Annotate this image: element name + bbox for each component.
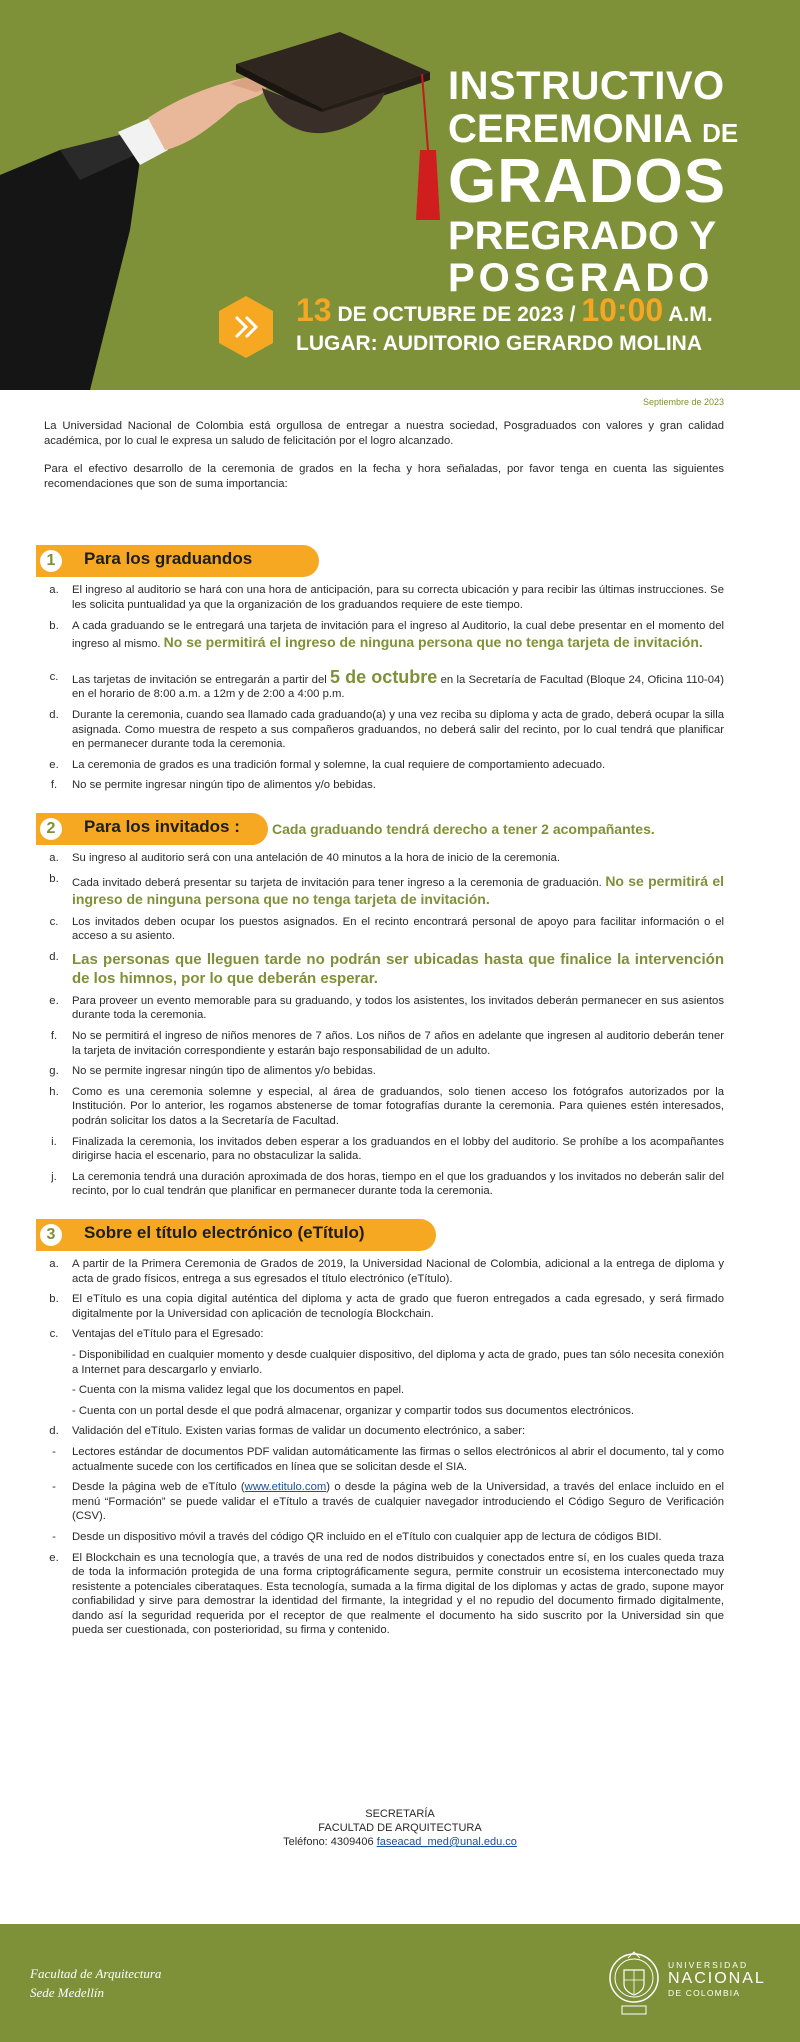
highlight-no-entry: No se permitirá el ingreso de ninguna persona que no tenga tarjeta de invitación.: [163, 634, 703, 651]
signature-faculty: FACULTAD DE ARQUITECTURA: [318, 1822, 482, 1834]
section-2-heading: [44, 813, 724, 847]
section-2-companions-note: Cada graduando tendrá derecho a tener 2 acompañantes.: [272, 820, 655, 837]
list-item: c. Ventajas del eTítulo para el Egresado:: [49, 1328, 264, 1341]
university-seal-icon: [606, 1948, 662, 2020]
list-item: - Lectores estándar de documentos PDF validan automáticamente las firmas o sellos electrónicos al abrir el documento, tal y como actualmente sucede con los certificados en línea que se solicitan desde el SIA.: [52, 1445, 724, 1473]
section-3-pill: [36, 1219, 436, 1251]
list-item: b. El eTítulo es una copia digital auténtica del diploma y acta de grado que fueron entregados a cada egresado, y será firmado digitalmente por la Universidad con aplicación de tecnología Blockchain.: [49, 1293, 724, 1320]
title-word-ceremonia: CEREMONIA: [448, 107, 691, 151]
list-item: j. La ceremonia tendrá una duración aproximada de dos horas, tiempo en el que los graduandos y los invitados no deberán salir del recinto, por lo cual tendrán que planificar en permanecer durante toda la ceremonia.: [51, 1170, 724, 1198]
list-item: a. Su ingreso al auditorio será con una antelación de 40 minutos a la hora de inicio de la ceremonia.: [49, 851, 560, 864]
list-item: d. Las personas que lleguen tarde no podrán ser ubicadas hasta que finalice la intervención de los himnos, por lo que deberán esperar.: [49, 950, 724, 987]
footer-faculty: [30, 1964, 161, 2002]
highlight-late-arrivals: Las personas que lleguen tarde no podrán ser ubicadas hasta que finalice la intervención de los himnos, por lo que deberán esperar.: [72, 950, 724, 987]
event-time-suffix: A.M.: [668, 303, 713, 326]
list-item: e. El Blockchain es una tecnología que, a través de una red de nodos distribuidos y conectados entre sí, en los cuales queda traza de toda la información protegida de una forma criptográficamente segura, permite construir un ecosistema interconectado muy resistente a potenciales ciberataques. Esta tecnología, sumada a la firma digital de los diplomas y actas de grado, supone mayor confiabilidad y sirve para demostrar la identidad del firmante, la integridad y el no repudio del documento firmado digitalmente, dando así la seguridad requerida por el receptor de que realmente el documento ha sido suscrito por la Universidad sin que pueda ser cuestionada, con posterioridad, su firma y contenido.: [49, 1551, 724, 1637]
section-1-title: Para los graduandos: [84, 549, 253, 569]
list-item: i. Finalizada la ceremonia, los invitados deben esperar a los graduandos en el lobby del auditorio. Se prohíbe a los acompañantes dirigirse hacia el escenario, para no obstaculizar la salida.: [51, 1135, 724, 1163]
list-item: b. Cada invitado deberá presentar su tarjeta de invitación para tener ingreso a la ceremonia de graduación. No se permitirá el ingreso de ninguna persona que no tenga tarjeta de invitación.: [49, 872, 725, 908]
title-word-de: DE: [702, 118, 739, 148]
list-item: e. La ceremonia de grados es una tradición formal y solemne, la cual requiere de comportamiento adecuado.: [49, 758, 606, 771]
list-item: - Cuenta con la misma validez legal que los documentos en papel.: [72, 1384, 405, 1397]
list-item: d. Validación del eTítulo. Existen varias formas de validar un documento electrónico, a saber:: [49, 1425, 526, 1438]
event-place: LUGAR: AUDITORIO GERARDO MOLINA: [296, 332, 702, 355]
list-item: f. No se permitirá el ingreso de niños menores de 7 años. Los niños de 7 años en adelante que ingresen al auditorio deberán tener la tarjeta de invitación correspondiente y estarán bajo responsabilidad de un adulto.: [50, 1030, 724, 1057]
event-day: 13: [296, 292, 332, 328]
header-banner: [0, 0, 800, 390]
phone-label: Teléfono: 4309406: [283, 1836, 374, 1848]
highlight-no-entry: No se permitirá el ingreso de ninguna persona que no tenga tarjeta de invitación.: [72, 872, 725, 908]
title-line-2: [448, 109, 793, 149]
list-item: b. A cada graduando se le entregará una tarjeta de invitación para el ingreso al Auditorio, la cual debe presentar en el momento del ingreso al mismo. No se permitirá el ingreso de ninguna persona que no tenga tarjeta de invitación.: [49, 619, 724, 651]
double-chevron-right-icon: [216, 294, 276, 360]
event-time: 10:00: [581, 292, 664, 328]
ceremony-title: [448, 66, 793, 298]
email-link[interactable]: faseacad_med@unal.edu.co: [376, 1836, 517, 1848]
document-body: [44, 419, 724, 1644]
wordmark-line-2: NACIONAL: [668, 1970, 766, 1987]
list-item: - Desde un dispositivo móvil a través del código QR incluido en el eTítulo con cualquier app de lectura de códigos BIDI.: [52, 1530, 662, 1543]
section-3-title: Sobre el título electrónico (eTítulo): [84, 1223, 365, 1242]
university-wordmark: [668, 1960, 766, 1998]
etitulo-link[interactable]: www.etitulo.com: [244, 1481, 327, 1494]
section-2-number: 2: [40, 818, 62, 840]
intro-paragraph-2: Para el efectivo desarrollo de la ceremonia de grados en la fecha y hora señaladas, por favor tenga en cuenta las siguientes recomendaciones que son de suma importancia:: [44, 463, 724, 490]
campus-name: Sede Medellín: [30, 1985, 104, 2000]
list-item: c. Las tarjetas de invitación se entregarán a partir del 5 de octubre en la Secretaría de Facultad (Bloque 24, Oficina 110-04) en el horario de 8:00 a.m. a 12m y de 2:00 a 4:00 p.m.: [49, 666, 725, 701]
wordmark-line-1: UNIVERSIDAD: [668, 1960, 749, 1970]
event-month-year: DE OCTUBRE DE 2023 /: [337, 303, 576, 326]
wordmark-line-3: DE COLOMBIA: [668, 1988, 741, 1998]
list-item: e. Para proveer un evento memorable para su graduando, y todos los asistentes, los invitados deberán permanecer en sus asientos durante toda la ceremonia.: [49, 994, 724, 1022]
signature-block: [0, 1807, 800, 1849]
title-line-1: INSTRUCTIVO: [448, 64, 725, 108]
title-line-4: PREGRADO Y: [448, 214, 717, 258]
highlight-card-date: 5 de octubre: [330, 666, 438, 687]
section-2-pill: [36, 813, 268, 845]
list-item: - Disponibilidad en cualquier momento y desde cualquier dispositivo, del diploma y acta de grado, pues tan sólo necesita conexión a Internet para descargarlo y enviarlo.: [72, 1348, 724, 1376]
section-1-heading: [44, 545, 724, 579]
signature-office: SECRETARÍA: [365, 1808, 435, 1820]
list-item: g. No se permite ingresar ningún tipo de alimentos y/o bebidas.: [49, 1065, 376, 1078]
event-date-time: [296, 292, 713, 329]
section-2-title: Para los invitados :: [84, 816, 240, 836]
section-1-list: [44, 583, 724, 793]
section-2-list: [44, 851, 724, 1199]
list-item: h. Como es una ceremonia solemne y especial, al área de graduandos, solo tienen acceso los fotógrafos autorizados por la Institución. Por lo anterior, les rogamos abstenerse de tomar fotografías durante la ceremonia. Para quienes estén interesados, podrán solicitar los datos a la Secretaría de Facultad.: [49, 1085, 724, 1128]
faculty-name: Facultad de Arquitectura: [30, 1966, 162, 1981]
list-item: - Desde la página web de eTítulo (www.etitulo.com) o desde la página web de la Universidad, a través del enlace incluido en el menú “Formación” se puede validar el eTítulo a través de cualquier navegador introduciendo el Código Seguro de Verificación (CSV).: [52, 1481, 724, 1523]
intro-paragraph-1: La Universidad Nacional de Colombia está orgullosa de entregar a nuestra sociedad, Posgraduados con valores y gran calidad académica, por lo cual le expresa un saludo de felicitación por el logro alcanzado.: [44, 420, 724, 447]
list-item: - Cuenta con un portal desde el que podrá almacenar, organizar y compartir todos sus documentos electrónicos.: [72, 1404, 635, 1417]
section-1-number: 1: [40, 550, 62, 572]
list-item: f. No se permite ingresar ningún tipo de alimentos y/o bebidas.: [50, 779, 376, 792]
list-item: d. Durante la ceremonia, cuando sea llamado cada graduando(a) y una vez reciba su diploma y acta de grado, deberá ocupar la silla asignada. Como muestra de respeto a sus compañeros graduandos, no deberá salir del recinto, por lo cual tendrá que planificar en permanecer durante toda la ceremonia.: [49, 708, 724, 751]
document-date: Septiembre de 2023: [642, 397, 724, 407]
footer: [0, 1924, 800, 2042]
list-item: a. El ingreso al auditorio se hará con una hora de anticipación, para su correcta ubicación y para recibir las últimas instrucciones. Se les solicita puntualidad ya que la organización de los graduandos requiere de este tiempo.: [49, 584, 724, 611]
section-3-number: 3: [40, 1224, 62, 1246]
signature-contact: [0, 1835, 800, 1849]
section-3-heading: [44, 1219, 724, 1253]
title-line-5: POSGRADO: [448, 256, 714, 300]
section-3-list: [44, 1257, 724, 1638]
list-item: a. A partir de la Primera Ceremonia de Grados de 2019, la Universidad Nacional de Colombia, adicional a la entrega de diploma y acta de grado físicos, entrega a sus egresados el título electrónico (eTítulo).: [49, 1258, 724, 1285]
title-line-3: GRADOS: [448, 147, 727, 216]
list-item: c. Los invitados deben ocupar los puestos asignados. En el recinto encontrará personal de apoyo para facilitar información o el acceso a su asiento.: [49, 915, 724, 943]
section-1-pill: [36, 545, 319, 577]
